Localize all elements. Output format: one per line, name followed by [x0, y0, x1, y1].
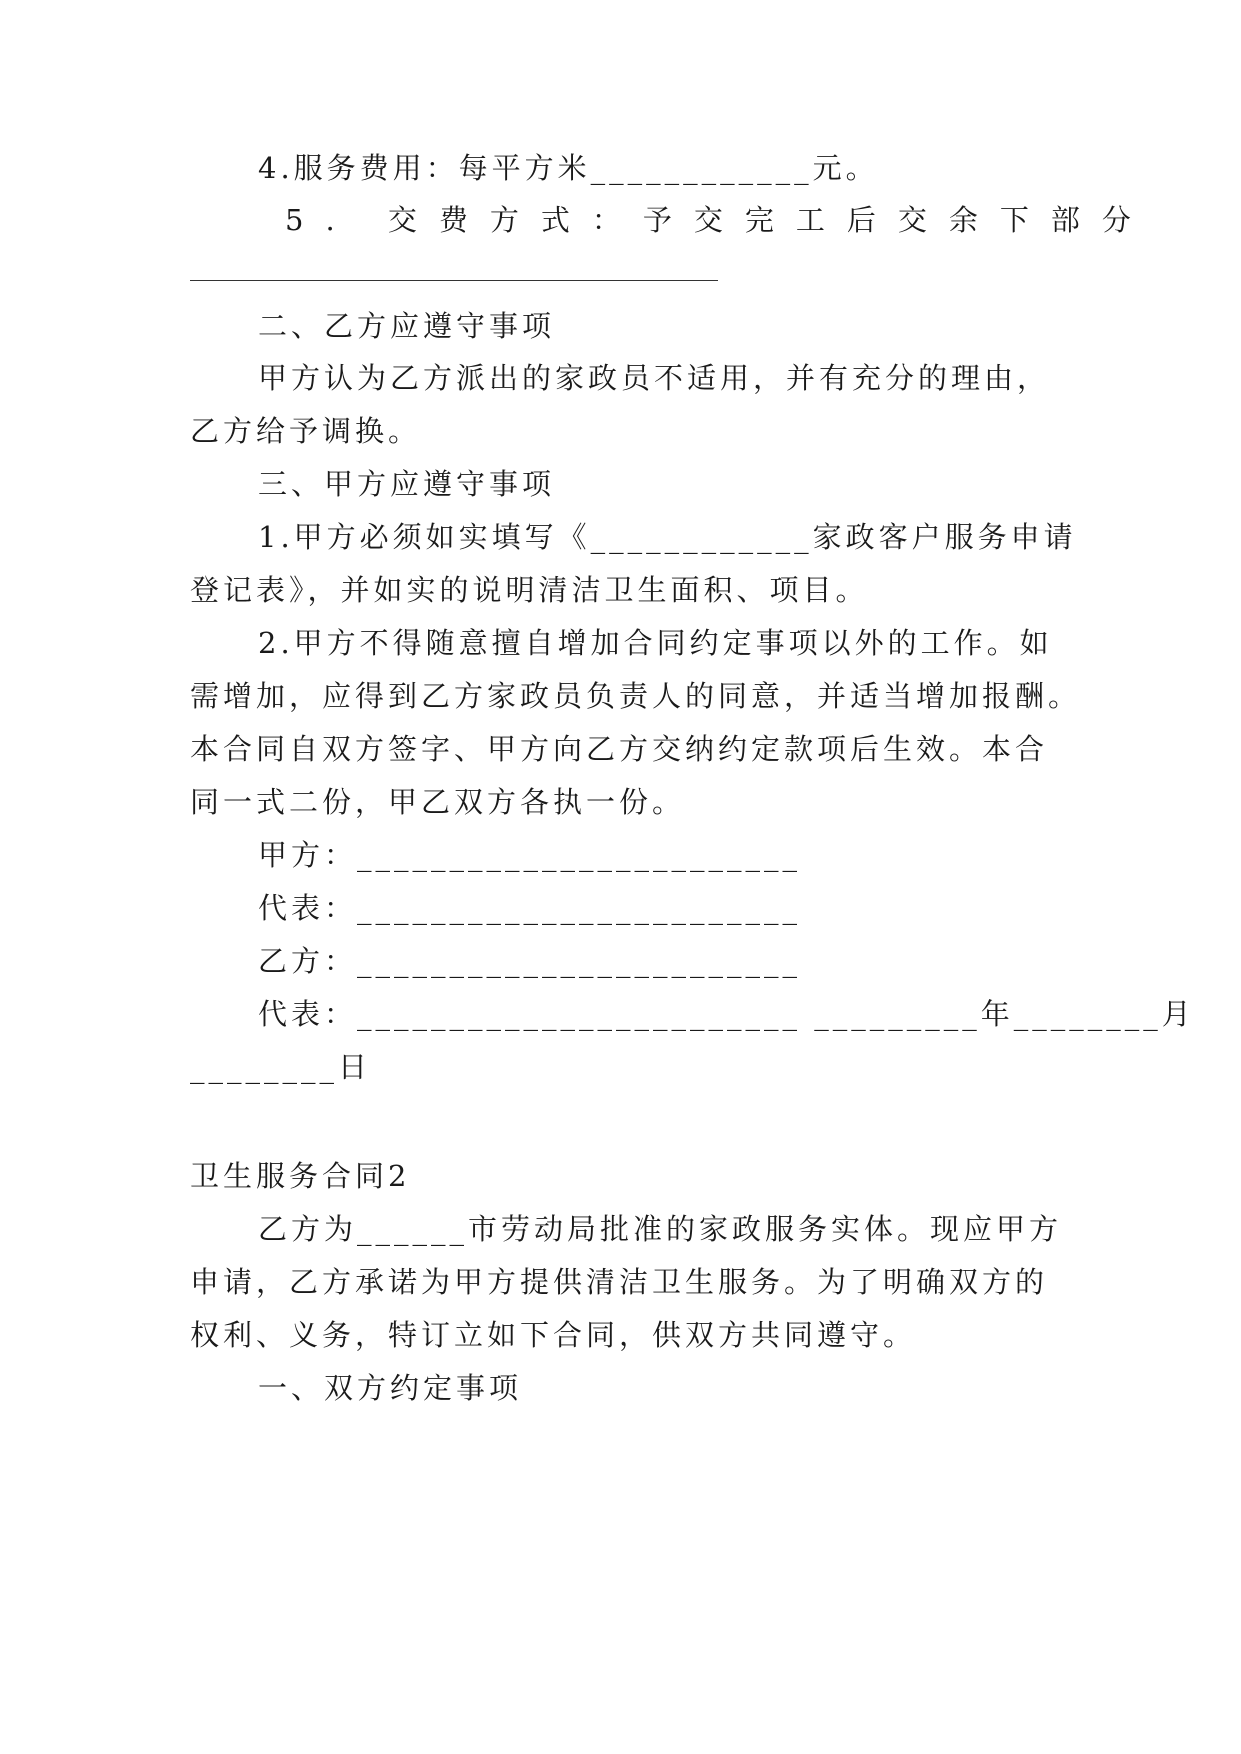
paragraph-line: 乙方给予调换。 — [190, 414, 422, 448]
paragraph-line: 同一式二份，甲乙双方各执一份。 — [190, 785, 686, 819]
signature-representative-a: 代表：________________________ — [258, 891, 802, 925]
paragraph-line: 本合同自双方签字、甲方向乙方交纳约定款项后生效。本合 — [190, 732, 1049, 766]
signature-party-a: 甲方：________________________ — [258, 838, 802, 872]
clause-service-fee: 4.服务费用：每平方米____________元。 — [258, 151, 879, 185]
date-day: ________日 — [190, 1050, 372, 1084]
paragraph-line: 权利、义务，特订立如下合同，供双方共同遵守。 — [190, 1318, 917, 1352]
paragraph-line: 需增加，应得到乙方家政员负责人的同意，并适当增加报酬。 — [190, 679, 1082, 713]
section-heading-party-b: 二、乙方应遵守事项 — [258, 309, 556, 343]
blank-fill-line — [190, 280, 718, 281]
contract-title: 卫生服务合同2 — [190, 1159, 411, 1193]
paragraph-line: 申请，乙方承诺为甲方提供清洁卫生服务。为了明确双方的 — [190, 1265, 1049, 1299]
clause-payment-method: 5. 交费方式：予交完工后交余下部分 — [285, 203, 1153, 237]
paragraph-line: 1.甲方必须如实填写《____________家政客户服务申请 — [258, 520, 1077, 554]
signature-party-b: 乙方：________________________ — [258, 944, 802, 978]
section-heading-party-a: 三、甲方应遵守事项 — [258, 467, 556, 501]
paragraph-line: 2.甲方不得随意擅自增加合同约定事项以外的工作。如 — [258, 626, 1053, 660]
paragraph-line: 甲方认为乙方派出的家政员不适用，并有充分的理由， — [258, 361, 1051, 395]
paragraph-line: 乙方为______市劳动局批准的家政服务实体。现应甲方 — [258, 1212, 1063, 1246]
paragraph-line: 登记表》，并如实的说明清洁卫生面积、项目。 — [190, 573, 869, 607]
signature-representative-b-date: 代表：________________________ _________年________月 — [258, 997, 1195, 1031]
section-heading-mutual: 一、双方约定事项 — [258, 1371, 523, 1405]
